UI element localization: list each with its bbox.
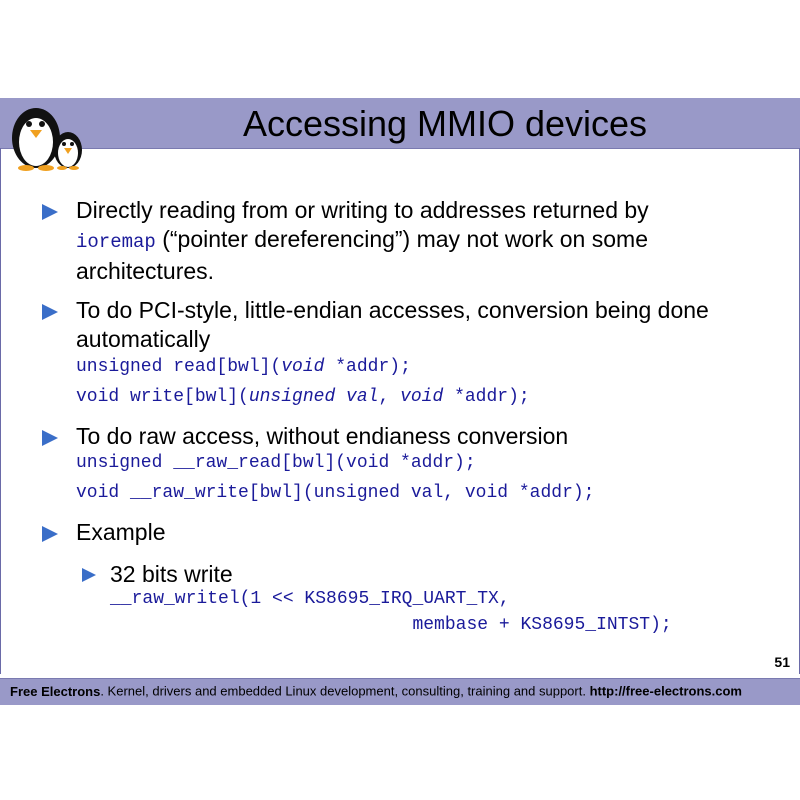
title-bar (0, 98, 800, 149)
code-example-2: membase + KS8695_INTST); (110, 615, 672, 635)
bullet-arrow-icon (42, 430, 58, 446)
footer-brand: Free Electrons (10, 683, 101, 699)
slide (0, 98, 800, 704)
ioremap-code: ioremap (76, 231, 156, 253)
bullet-2-line1: To do PCI-style, little-endian accesses, conversion being done (76, 297, 709, 323)
bullet-arrow-icon (42, 204, 58, 220)
code-read-bwl: unsigned read[bwl](void *addr); (76, 357, 411, 377)
bullet-3-line1: To do raw access, without endianess conversion (76, 423, 569, 449)
footer-text: . Kernel, drivers and embedded Linux development, consulting, training and support. (100, 683, 590, 699)
code-raw-write: void __raw_write[bwl](unsigned val, void *addr); (76, 483, 595, 503)
sub-bullet-line1: 32 bits write (110, 561, 233, 587)
code-raw-read: unsigned __raw_read[bwl](void *addr); (76, 453, 476, 473)
sub-bullet-arrow-icon (82, 568, 96, 582)
footer (0, 678, 800, 705)
footer-url-link[interactable]: http://free-electrons.com (589, 683, 742, 699)
code-example-1: __raw_writel(1 << KS8695_IRQ_UART_TX, (110, 589, 510, 609)
penguins-logo-icon (8, 104, 88, 172)
bullet-arrow-icon (42, 526, 58, 542)
page-number: 51 (774, 654, 790, 670)
bullet-1-line2: (“pointer dereferencing”) may not work on some (155, 226, 648, 252)
frame-left (0, 148, 1, 674)
bullet-2-line2: automatically (76, 326, 211, 352)
code-write-bwl: void write[bwl](unsigned val, void *addr); (76, 387, 530, 407)
bullet-arrow-icon (42, 304, 58, 320)
bullet-4-line1: Example (76, 519, 166, 545)
slide-title: Accessing MMIO devices (242, 103, 648, 144)
bullet-1-line3: architectures. (76, 258, 215, 284)
bullet-1-line1: Directly reading from or writing to addresses returned by (76, 197, 649, 223)
